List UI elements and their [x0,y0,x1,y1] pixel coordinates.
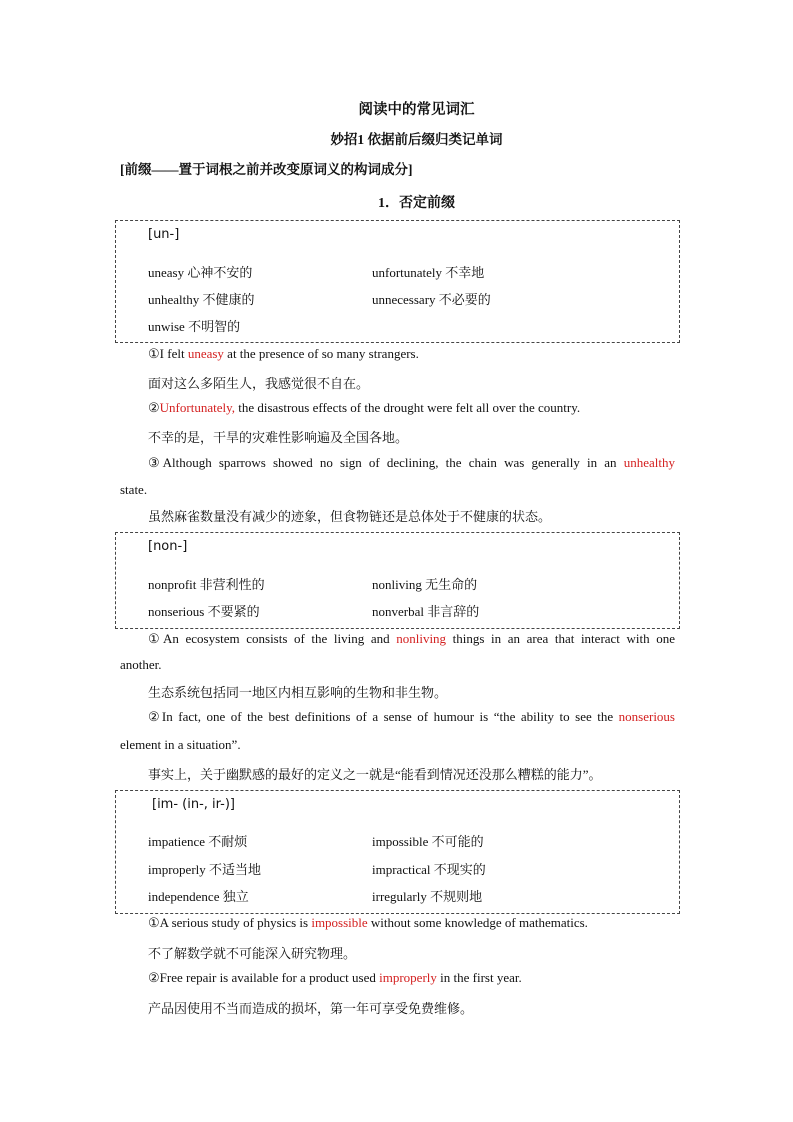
prefix-tag-im: [im- (in-, ir-)] [152,797,236,812]
example-sentence: ②Unfortunately, the disastrous effects of the drought were felt all over the country. [148,400,581,415]
prefix-tag-un: [un-] [148,227,180,242]
example-translation: 事实上，关于幽默感的最好的定义之一就是“能看到情况还没那么糟糕的能力”。 [148,767,602,782]
example-translation: 虽然麻雀数量没有减少的迹象，但食物链还是总体处于不健康的状态。 [148,509,552,524]
negative-prefix-heading: 1．否定前缀 [378,196,455,211]
example-translation: 不了解数学就不可能深入研究物理。 [148,946,357,961]
vocab-item: irregularly 不规则地 [372,889,483,904]
vocab-item: impatience 不耐烦 [148,834,248,849]
example-sentence: ①A serious study of physics is impossible without some knowledge of mathematics. [148,915,588,930]
example-sentence: ①An ecosystem consists of the living and nonliving things in an area that interact with one [148,631,675,646]
vocab-item: nonverbal 非言辞的 [372,604,480,619]
example-translation: 面对这么多陌生人，我感觉很不自在。 [148,376,370,391]
example-sentence-continued: state. [120,482,148,497]
section-subtitle: 妙招1 依据前后缀归类记单词 [330,132,503,147]
highlight-word: uneasy [187,346,224,361]
example-sentence: ③Although sparrows showed no sign of declining, the chain was generally in an unhealthy [148,455,675,470]
example-translation: 生态系统包括同一地区内相互影响的生物和非生物。 [148,685,448,700]
highlight-word: unhealthy [623,455,675,470]
vocab-item: nonserious 不要紧的 [148,604,260,619]
vocab-item: impractical 不现实的 [372,862,486,877]
highlight-word: nonliving [396,631,447,646]
example-sentence-continued: another. [120,657,162,672]
prefix-heading: [前缀——置于词根之前并改变原词义的构词成分] [120,162,413,177]
example-translation: 产品因使用不当而造成的损坏，第一年可享受免费维修。 [148,1001,474,1016]
page-title: 阅读中的常见词汇 [358,102,475,118]
vocab-item: improperly 不适当地 [148,862,262,877]
highlight-word: improperly [379,970,437,985]
vocab-item: independence 独立 [148,889,249,904]
example-sentence: ①I felt uneasy at the presence of so many strangers. [148,346,419,361]
highlight-word: impossible [311,915,368,930]
vocab-item: unwise 不明智的 [148,319,241,334]
example-sentence: ②In fact, one of the best definitions of a sense of humour is “the ability to see the nonserious [148,709,675,724]
example-sentence-continued: element in a situation”. [120,737,241,752]
vocab-item: nonliving 无生命的 [372,577,478,592]
vocab-item: nonprofit 非营利性的 [148,577,265,592]
vocab-item: unnecessary 不必要的 [372,292,491,307]
example-sentence: ②Free repair is available for a product used improperly in the first year. [148,970,522,985]
highlight-word: Unfortunately, [159,400,235,415]
prefix-tag-non: [non-] [148,539,188,554]
highlight-word: nonserious [618,709,675,724]
vocab-item: unhealthy 不健康的 [148,292,255,307]
example-translation: 不幸的是，干旱的灾难性影响遍及全国各地。 [148,430,409,445]
vocab-item: uneasy 心神不安的 [148,265,253,280]
vocab-item: impossible 不可能的 [372,834,484,849]
vocab-item: unfortunately 不幸地 [372,265,485,280]
